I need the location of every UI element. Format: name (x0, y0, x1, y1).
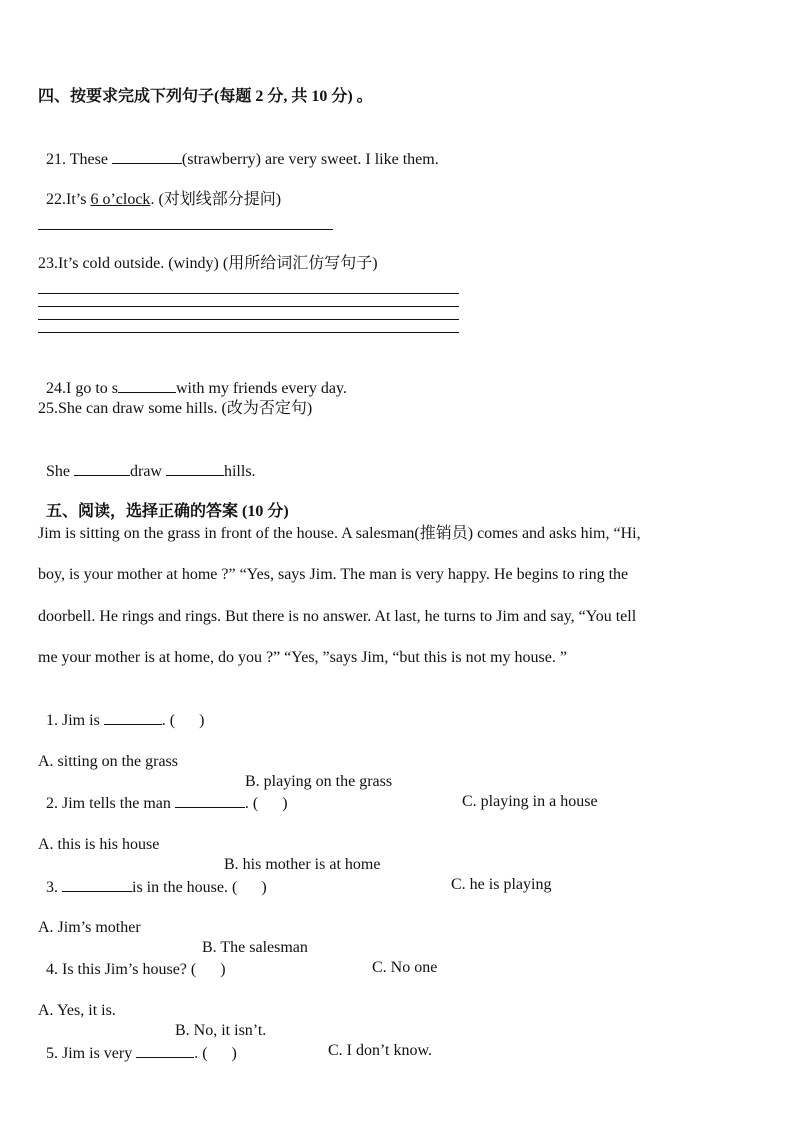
rq2-option-c[interactable]: C. he is playing (451, 876, 552, 893)
rq5-text-pre: 5. Jim is very (46, 1045, 137, 1062)
q22-underlined-phrase: 6 o’clock (90, 191, 151, 208)
q25-answer-word-1: She (46, 463, 74, 480)
rq1-text-post: . ( ) (161, 712, 205, 729)
passage-line-1: Jim is sitting on the grass in front of the house. A salesman(推销员) comes and asks him, “Hi, (38, 525, 641, 542)
rq4-option-c[interactable]: C. I don’t know. (328, 1042, 432, 1059)
question-24 (38, 358, 347, 399)
q21-text-post: (strawberry) are very sweet. I like them. (181, 151, 439, 168)
rq2-option-b[interactable]: B. his mother is at home (224, 856, 381, 873)
rq3-option-b[interactable]: B. The salesman (202, 939, 308, 956)
rq5-text-post: . ( ) (194, 1045, 237, 1062)
q23-answer-line-4[interactable] (38, 332, 459, 333)
reading-question-2 (38, 773, 288, 814)
q25-blank-2[interactable] (166, 461, 224, 476)
q23-answer-line-2[interactable] (38, 306, 459, 307)
section4-heading: 四、按要求完成下列句子(每题 2 分, 共 10 分) 。 (38, 88, 373, 105)
q25-blank-1[interactable] (74, 461, 130, 476)
q24-text-post: with my friends every day. (176, 380, 347, 397)
reading-question-4 (38, 940, 226, 980)
question-25: 25.She can draw some hills. (改为否定句) (38, 400, 313, 417)
q23-answer-line-3[interactable] (38, 319, 459, 320)
rq3-text-post: is in the house. ( ) (132, 879, 267, 896)
q24-blank[interactable] (118, 378, 176, 393)
question-23: 23.It’s cold outside. (windy) (用所给词汇仿写句子) (38, 255, 378, 272)
reading-question-3 (38, 857, 267, 898)
question-22 (38, 170, 281, 210)
rq4-option-b[interactable]: B. No, it isn’t. (175, 1022, 267, 1039)
rq1-option-a[interactable]: A. sitting on the grass (38, 753, 178, 770)
q25-answer-word-2: draw (130, 463, 166, 480)
passage-line-2: boy, is your mother at home ?” “Yes, says Jim. The man is very happy. He begins to ring the (38, 566, 629, 583)
section5-heading-score: (10 分) (242, 503, 289, 520)
section5-heading-text: 五、阅读，选择正确的答案 (46, 503, 243, 520)
rq3-option-c[interactable]: C. No one (372, 959, 438, 976)
rq3-option-a[interactable]: A. Jim’s mother (38, 919, 141, 936)
q22-text-post: . (对划线部分提问) (150, 191, 282, 208)
rq1-blank[interactable] (104, 710, 162, 725)
rq3-blank[interactable] (62, 877, 132, 892)
rq5-blank[interactable] (136, 1043, 194, 1058)
reading-question-5 (38, 1023, 237, 1064)
q22-answer-line[interactable] (38, 229, 333, 230)
rq2-text-post: . ( ) (244, 795, 288, 812)
passage-line-4: me your mother is at home, do you ?” “Yes, ”says Jim, “but this is not my house. ” (38, 649, 567, 666)
rq1-option-c[interactable]: C. playing in a house (462, 793, 598, 810)
rq1-option-b[interactable]: B. playing on the grass (245, 773, 393, 790)
rq3-text-pre: 3. (46, 879, 62, 896)
section5-heading (38, 482, 289, 522)
q21-number: 21 (46, 151, 62, 168)
rq4-text: 4. Is this Jim’s house? ( ) (46, 961, 226, 978)
q24-text-pre: 24.I go to s (46, 380, 118, 397)
rq1-text-pre: 1. Jim is (46, 712, 104, 729)
q25-answer (38, 441, 256, 482)
reading-question-1 (38, 690, 204, 731)
q21-text-pre: . These (62, 151, 112, 168)
rq4-option-a[interactable]: A. Yes, it is. (38, 1002, 116, 1019)
question-21 (38, 129, 439, 170)
q22-text-pre: 22.It’s (46, 191, 91, 208)
q21-blank[interactable] (112, 149, 182, 164)
q23-answer-line-1[interactable] (38, 293, 459, 294)
rq2-option-a[interactable]: A. this is his house (38, 836, 160, 853)
q25-answer-word-3: hills. (223, 463, 256, 480)
rq2-blank[interactable] (175, 793, 245, 808)
passage-line-3: doorbell. He rings and rings. But there is no answer. At last, he turns to Jim and say, “You tell (38, 608, 637, 625)
rq2-text-pre: 2. Jim tells the man (46, 795, 175, 812)
